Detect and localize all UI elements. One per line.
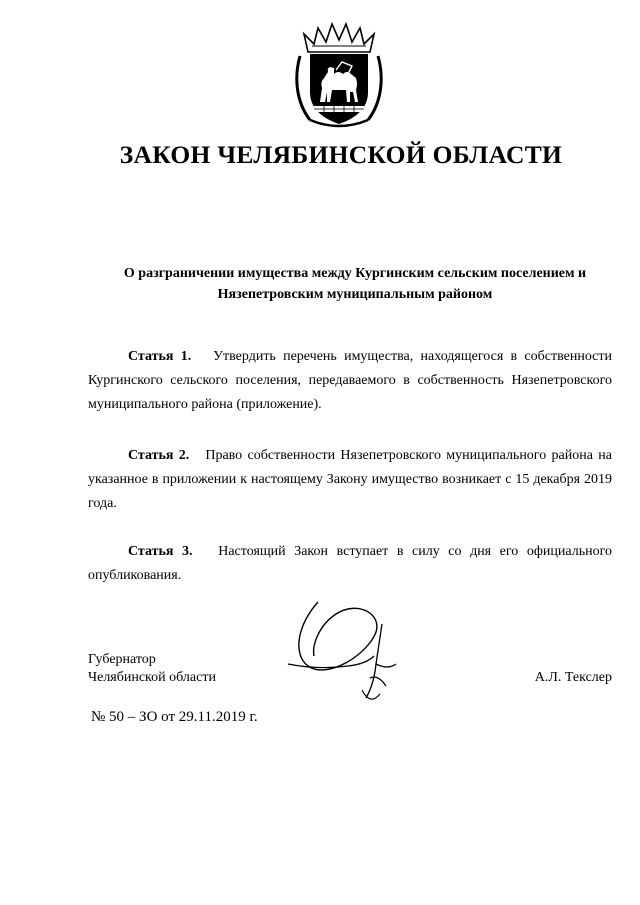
- registration-number: № 50 – ЗО от 29.11.2019 г.: [91, 709, 258, 725]
- article-1-text: Утвердить перечень имущества, находящегося в собственности Кургинского сельского поселения, передаваемого в собственность Нязепетровского муниципального района (приложение).: [88, 349, 612, 412]
- subject-line-1: О разграничении имущества между Кургинским сельским поселением и: [123, 266, 587, 281]
- article-2-label: Статья 2.: [128, 448, 190, 463]
- signer-name: А.Л. Текслер: [534, 670, 612, 685]
- coat-of-arms-icon: [294, 22, 384, 130]
- article-2: [88, 444, 612, 516]
- signer-position-line-2: Челябинской области: [88, 670, 216, 685]
- handwritten-signature-icon: [278, 594, 408, 709]
- signer-position: [88, 651, 216, 687]
- law-title: ЗАКОН ЧЕЛЯБИНСКОЙ ОБЛАСТИ: [119, 140, 563, 169]
- article-3: [88, 540, 612, 588]
- signer-position-line-1: Губернатор: [88, 652, 156, 667]
- article-3-text: Настоящий Закон вступает в силу со дня его официального опубликования.: [88, 544, 612, 583]
- subject-line-2: Нязепетровским муниципальным районом: [217, 287, 493, 302]
- law-subject: [90, 263, 620, 305]
- article-1-label: Статья 1.: [128, 349, 192, 364]
- article-2-text: Право собственности Нязепетровского муниципального района на указанное в приложении к настоящему Закону имущество возникает с 15 декабря 2019 года.: [88, 448, 613, 511]
- article-3-label: Статья 3.: [128, 544, 193, 559]
- article-1: [88, 345, 612, 417]
